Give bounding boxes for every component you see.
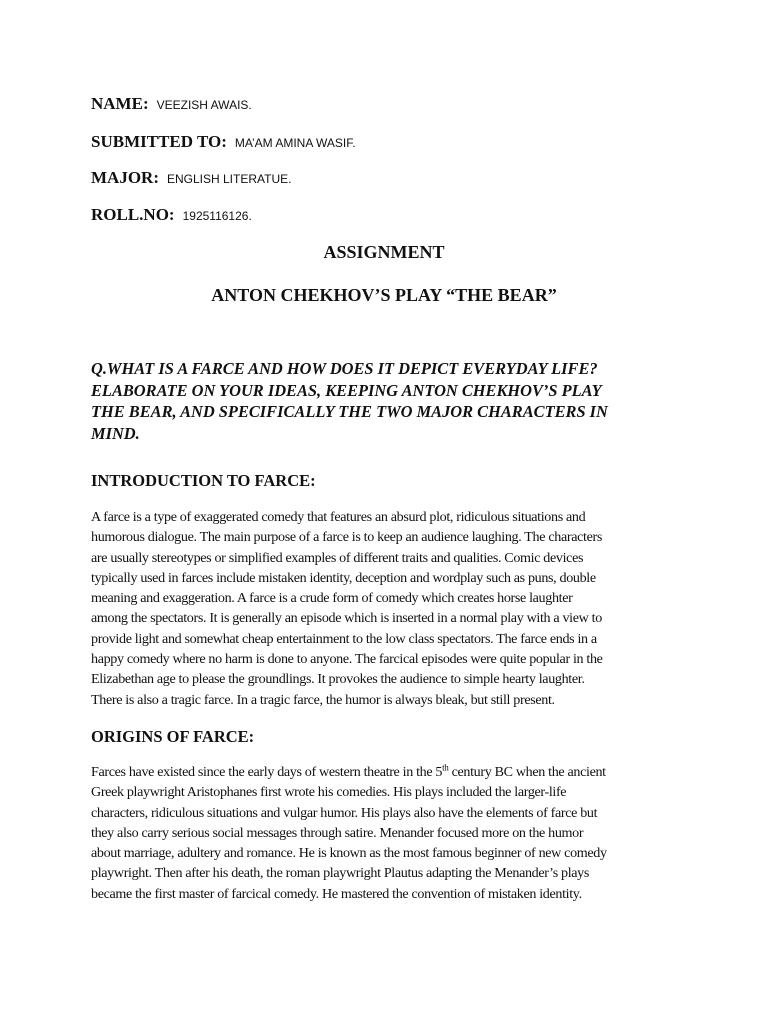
paragraph-line: typically used in farces include mistaken identity, deception and wordplay such as puns, double <box>91 569 596 586</box>
roll-no-value: 1925116126. <box>182 209 252 223</box>
origins-paragraph <box>91 762 691 904</box>
name-field <box>91 94 252 114</box>
play-title: ANTON CHEKHOV’S PLAY “THE BEAR” <box>211 285 557 305</box>
submitted-to-value: MA’AM AMINA WASIF. <box>234 136 356 150</box>
roll-no-label: ROLL.NO: <box>91 205 175 224</box>
origins-line1-end: century BC when the ancient <box>448 764 606 780</box>
major-field <box>91 168 291 188</box>
paragraph-line: about marriage, adultery and romance. He is known as the most famous beginner of new comedy <box>91 845 607 862</box>
superscript-th: th <box>442 762 449 773</box>
intro-heading: INTRODUCTION TO FARCE: <box>91 471 316 490</box>
paragraph-line <box>91 762 691 782</box>
submitted-to-label: SUBMITTED TO: <box>91 132 227 151</box>
paragraph-line: characters, ridiculous situations and vulgar humor. His plays also have the elements of farce but <box>91 804 598 821</box>
origins-line1-start: Farces have existed since the early days of western theatre in the 5 <box>91 764 443 780</box>
question-line: Q.WHAT IS A FARCE AND HOW DOES IT DEPICT EVERYDAY LIFE? <box>91 359 598 378</box>
submitted-to-field <box>91 132 356 152</box>
paragraph-line: among the spectators. It is generally an episode which is inserted in a normal play with a view to <box>91 610 602 627</box>
major-value: ENGLISH LITERATUE. <box>166 172 292 186</box>
question-block <box>91 358 691 445</box>
paragraph-line: became the first master of farcical comedy. He mastered the convention of mistaken identity. <box>91 885 582 902</box>
roll-no-field <box>91 205 252 225</box>
name-value: VEEZISH AWAIS. <box>156 98 252 112</box>
paragraph-line: provide light and somewhat cheap entertainment to the low class spectators. The farce ends in a <box>91 630 597 647</box>
origins-heading: ORIGINS OF FARCE: <box>91 727 255 746</box>
paragraph-line: they also carry serious social messages through satire. Menander focused more on the humor <box>91 824 584 841</box>
paragraph-line: meaning and exaggeration. A farce is a crude form of comedy which creates horse laughter <box>91 590 573 607</box>
question-line: THE BEAR, AND SPECIFICALLY THE TWO MAJOR CHARACTERS IN <box>91 402 608 422</box>
paragraph-line: happy comedy where no harm is done to anyone. The farcical episodes were quite popular in the <box>91 651 603 668</box>
paragraph-line: A farce is a type of exaggerated comedy that features an absurd plot, ridiculous situations and <box>91 509 586 525</box>
paragraph-line: Greek playwright Aristophanes first wrote his comedies. His plays included the larger-life <box>91 784 567 801</box>
question-line: MIND. <box>91 424 140 444</box>
paragraph-line: are usually stereotypes or simplified examples of different traits and qualities. Comic devices <box>91 549 584 566</box>
paragraph-line: playwright. Then after his death, the roman playwright Plautus adapting the Menander’s plays <box>91 865 590 882</box>
intro-paragraph <box>91 507 691 710</box>
paragraph-line: humorous dialogue. The main purpose of a farce is to keep an audience laughing. The characters <box>91 529 602 546</box>
question-line: ELABORATE ON YOUR IDEAS, KEEPING ANTON CHEKHOV’S PLAY <box>91 380 602 400</box>
name-label: NAME: <box>91 94 149 113</box>
assignment-title: ASSIGNMENT <box>323 242 445 262</box>
paragraph-line: There is also a tragic farce. In a tragic farce, the humor is always bleak, but still present. <box>91 691 555 708</box>
paragraph-line: Elizabethan age to please the groundlings. It provokes the audience to simple hearty laughter. <box>91 671 585 688</box>
major-label: MAJOR: <box>91 168 159 187</box>
